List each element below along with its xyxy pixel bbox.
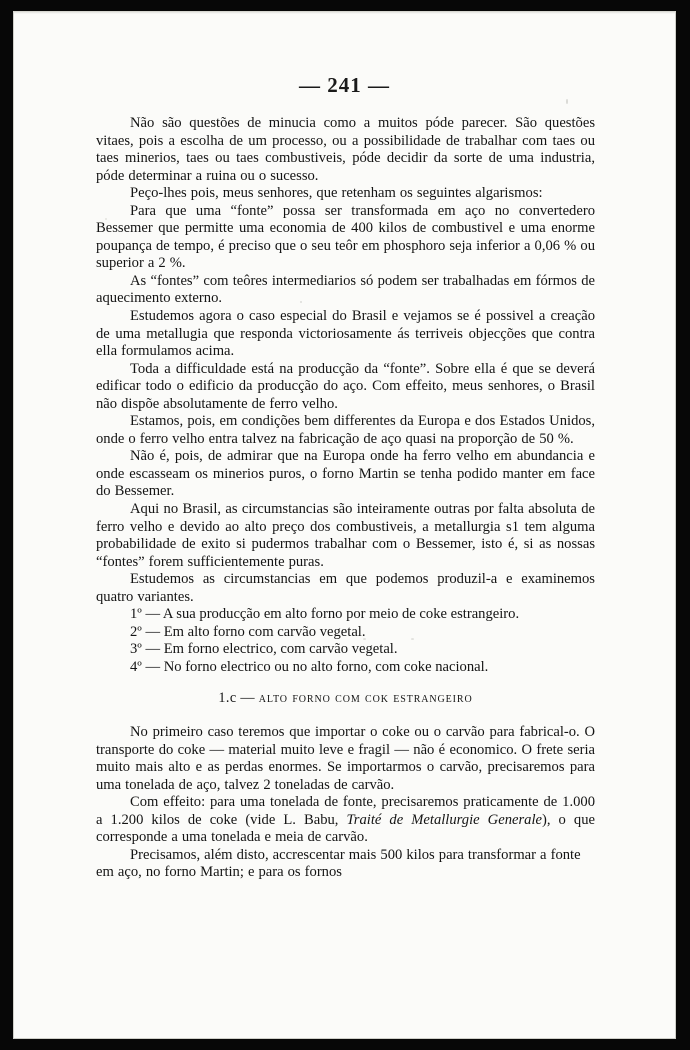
section-heading-dash: — (240, 689, 255, 706)
page-body-text (96, 115, 595, 882)
list-item: 4º — No forno electrico ou no alto forno, com coke nacional. (130, 658, 489, 675)
section-heading-number: 1.c (218, 689, 237, 706)
section-heading (96, 677, 595, 725)
document-page (13, 11, 676, 1039)
citation-text-before: Com effeito: para uma tonelada de fonte, precisaremos praticamente de 1.000 a 1.200 kilos de coke (vide L. Babu, (96, 794, 595, 828)
paragraph: Peço-lhes pois, meus senhores, que retenham os seguintes algarismos: (130, 185, 543, 202)
paragraph: Não é, pois, de admirar que na Europa onde ha ferro velho em abundancia e onde escasseam os minerios puros, o forno Martin se tenha podido manter em face do Bessemer. (96, 448, 595, 500)
citation-title: Traité de Metallurgie Generale (346, 811, 542, 828)
list-item: 2º — Em alto forno com carvão vegetal. (130, 623, 366, 640)
page-number: — 241 — (299, 73, 390, 97)
scan-speck (566, 99, 568, 104)
paragraph: Aqui no Brasil, as circumstancias são inteiramente outras por falta absoluta de ferro velho e devido ao alto preço dos combustiveis, a metallurgia s1 tem alguma probabilidade de exito si pudermos trabalhar com o Bessemer, isto é, si as nossas “fontes” forem sufficientemente puras. (96, 501, 595, 570)
paragraph: Estudemos as circumstancias em que podemos produzil-a e examinemos quatro variantes. (96, 571, 595, 605)
paragraph: Estamos, pois, em condições bem differentes da Europa e dos Estados Unidos, onde o ferro velho entra talvez na fabricação de aço quasi na proporção de 50 %. (96, 413, 595, 447)
paragraph-with-citation (96, 794, 595, 847)
paragraph: No primeiro caso teremos que importar o coke ou o carvão para fabrical-o. O transporte do coke — material muito leve e fragil — não é economico. O frete seria muito mais alto e as perdas enormes. Se importarmos o carvão, precisaremos para uma tonelada de aço, talvez 2 toneladas de carvão. (96, 724, 595, 793)
paragraph: Estudemos agora o caso especial do Brasil e vejamos se é possivel a creação de uma metallugia que responda victoriosamente ás terriveis objecções que contra ella formulamos acima. (96, 308, 595, 360)
paragraph: As “fontes” com teôres intermediarios só podem ser trabalhadas em fórmos de aquecimento externo. (96, 272, 595, 307)
paragraph: Não são questões de minucia como a muitos póde parecer. São questões vitaes, pois a escolha de um processo, ou a possibilidade de trabalhar com taes ou taes minerios, taes ou taes combustiveis, póde decidir da sorte de uma industria, póde determinar a ruina ou o sucesso. (96, 115, 595, 184)
paragraph-final: Precisamos, além disto, accrescentar mais 500 kilos para transformar a fonte em aço, no forno Martin; e para os fornos (96, 846, 581, 881)
paragraph: Para que uma “fonte” possa ser transformada em aço no convertedero Bessemer que permitte uma economia de 400 kilos de combustivel e uma enorme poupança de tempo, é preciso que o seu teôr em phosphoro seja inferior a 0,06 % ou superior a 2 %. (96, 202, 595, 272)
list-item: 3º — Em forno electrico, com carvão vegetal. (130, 641, 398, 658)
citation-text-after: ), o que corresponde a uma tonelada e meia de carvão. (96, 811, 595, 846)
paragraph: Toda a difficuldade está na producção da “fonte”. Sobre ella é que se deverá edificar todo o edificio da producção do aço. Com effeito, meus senhores, o Brasil não dispõe absolutamente de ferro velho. (96, 360, 595, 412)
section-heading-title: alto forno com cok estrangeiro (258, 690, 473, 706)
list-item: 1º — A sua producção em alto forno por meio de coke estrangeiro. (130, 606, 520, 623)
